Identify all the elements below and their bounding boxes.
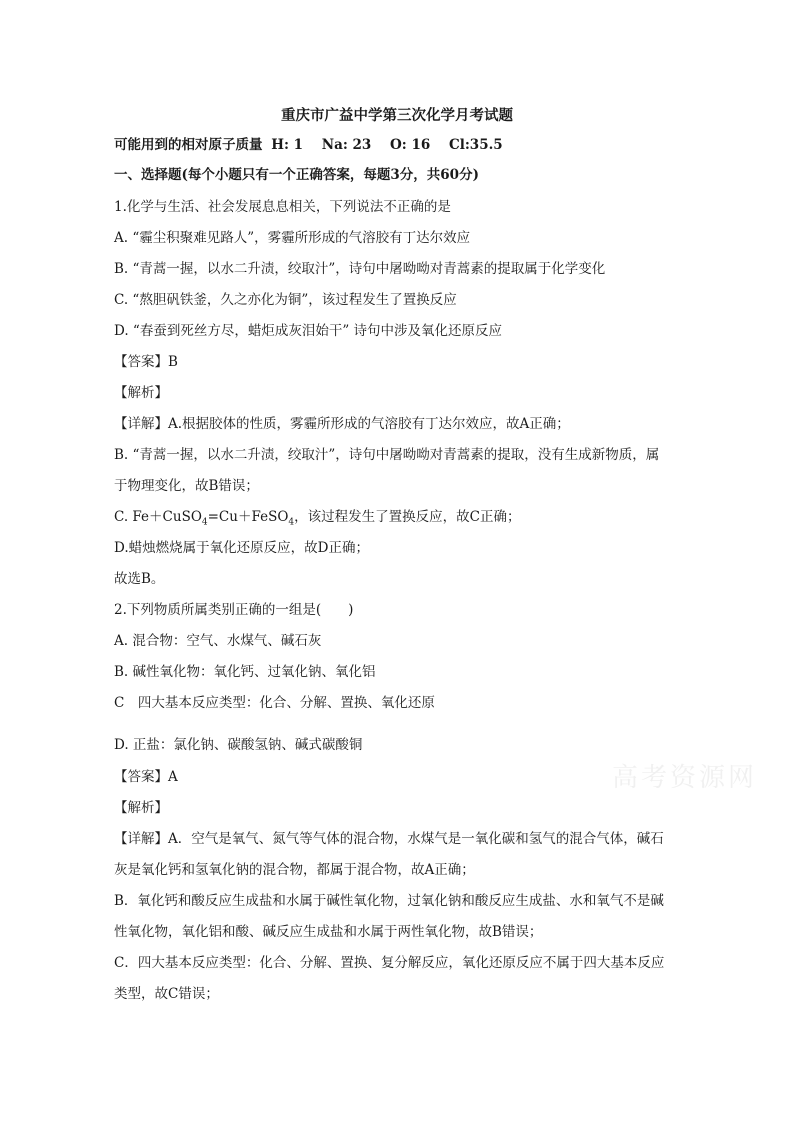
q2-detail-b1: B．氧化钙和酸反应生成盐和水属于碱性氧化物，过氧化钠和酸反应生成盐、水和氧气不是碱 bbox=[114, 893, 664, 909]
q1-detail-c-post: ，该过程发生了置换反应，故C正确； bbox=[294, 509, 521, 525]
q1-analysis: 【解析】 bbox=[114, 385, 168, 401]
q1-choose: 故选B。 bbox=[114, 571, 165, 587]
q2-detail-c1: C．四大基本反应类型：化合、分解、置换、复分解反应，氧化还原反应不属于四大基本反应 bbox=[114, 955, 665, 971]
q1-detail-c-sub2: 4 bbox=[288, 517, 295, 528]
page-title: 重庆市广益中学第三次化学月考试题 bbox=[281, 107, 513, 124]
q1-detail-d: D.蜡烛燃烧属于氧化还原反应，故D正确； bbox=[114, 540, 369, 556]
q1-detail-c bbox=[114, 508, 694, 532]
atomic-mass-label: 可能用到的相对原子质量 bbox=[114, 137, 263, 153]
q2-detail-a1: 【详解】A．空气是氧气、氮气等气体的混合物，水煤气是一氧化碳和氢气的混合气体，碱石 bbox=[114, 831, 664, 847]
q2-answer: 【答案】A bbox=[114, 769, 178, 785]
q2-option-b: B. 碱性氧化物：氧化钙、过氧化钠、氧化铝 bbox=[114, 664, 376, 680]
q1-option-c: C. “熬胆矾铁釜，久之亦化为铜”，该过程发生了置换反应 bbox=[114, 292, 457, 308]
mass-o: O: 16 bbox=[390, 137, 431, 153]
q1-stem: 1.化学与生活、社会发展息息相关，下列说法不正确的是 bbox=[114, 199, 451, 215]
q1-answer: 【答案】B bbox=[114, 354, 178, 370]
mass-h: H: 1 bbox=[271, 137, 304, 153]
section-heading: 一、选择题(每个小题只有一个正确答案，每题3分，共60分) bbox=[114, 167, 479, 183]
q1-detail-c-pre: C. Fe＋CuSO bbox=[114, 509, 202, 525]
q2-option-a: A. 混合物：空气、水煤气、碱石灰 bbox=[114, 633, 322, 649]
watermark: 高考资源网 bbox=[612, 763, 758, 793]
q1-detail-c-sub1: 4 bbox=[201, 517, 208, 528]
q2-option-c: C 四大基本反应类型：化合、分解、置换、氧化还原 bbox=[114, 695, 435, 711]
q1-detail-b1: B. “青蒿一握，以水二升渍，绞取汁”，诗句中屠呦呦对青蒿素的提取，没有生成新物质，属 bbox=[114, 447, 660, 463]
mass-cl: Cl:35.5 bbox=[448, 137, 503, 153]
q2-detail-a2: 灰是氧化钙和氢氧化钠的混合物，都属于混合物，故A正确； bbox=[114, 862, 475, 878]
q2-detail-c2: 类型，故C错误； bbox=[114, 986, 219, 1002]
q2-option-d: D. 正盐：氯化钠、碳酸氢钠、碱式碳酸铜 bbox=[114, 737, 363, 753]
q1-option-a: A. “霾尘积聚难见路人”，雾霾所形成的气溶胶有丁达尔效应 bbox=[114, 230, 471, 246]
q1-detail-a: 【详解】A.根据胶体的性质，雾霾所形成的气溶胶有丁达尔效应，故A正确； bbox=[114, 416, 570, 432]
q1-option-d: D. “春蚕到死丝方尽，蜡炬成灰泪始干” 诗句中涉及氧化还原反应 bbox=[114, 323, 503, 339]
q2-detail-b2: 性氧化物，氧化铝和酸、碱反应生成盐和水属于两性氧化物，故B错误； bbox=[114, 924, 543, 940]
atomic-mass-line bbox=[114, 136, 694, 154]
q2-stem: 2.下列物质所属类别正确的一组是( ) bbox=[114, 602, 354, 618]
q1-detail-c-mid: =Cu＋FeSO bbox=[207, 509, 289, 525]
q1-detail-b2: 于物理变化，故B错误； bbox=[114, 478, 259, 494]
mass-na: Na: 23 bbox=[321, 137, 372, 153]
q2-analysis: 【解析】 bbox=[114, 800, 168, 816]
q1-option-b: B. “青蒿一握，以水二升渍，绞取汁”，诗句中屠呦呦对青蒿素的提取属于化学变化 bbox=[114, 261, 606, 277]
